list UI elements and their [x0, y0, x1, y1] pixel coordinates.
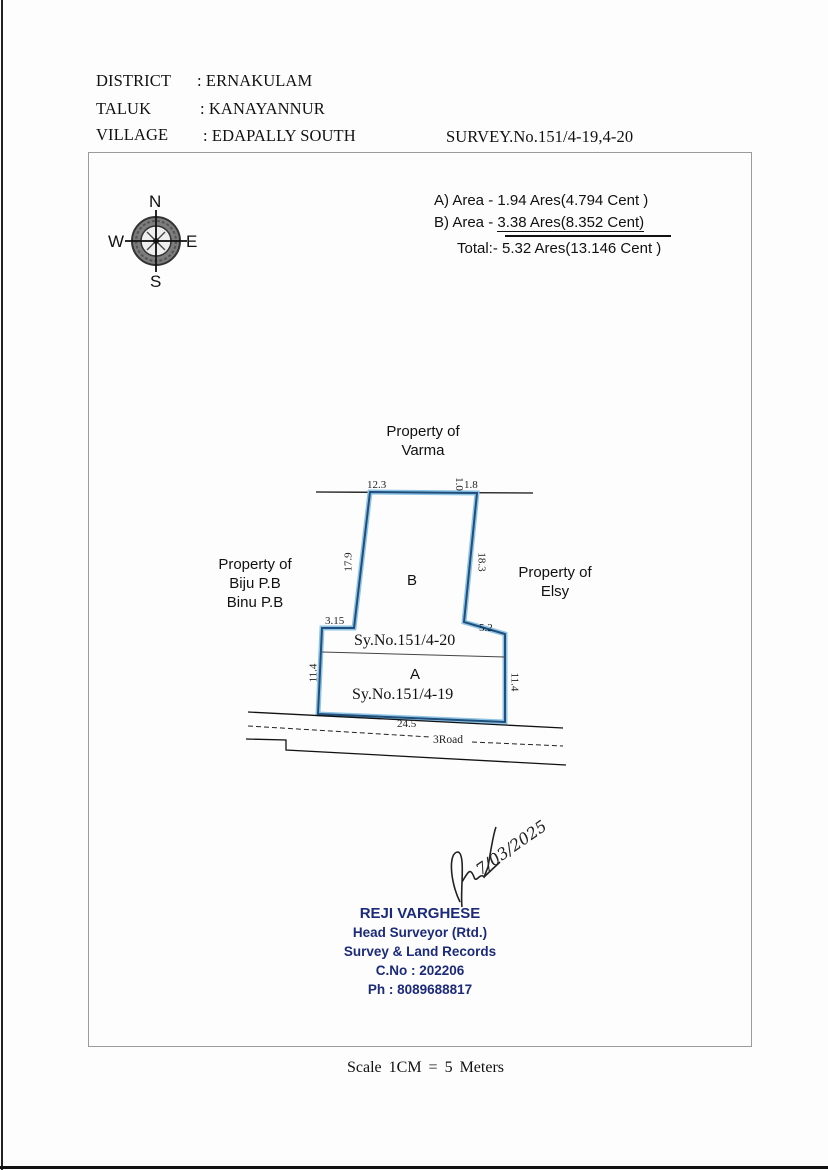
area-total: Total:- 5.32 Ares(13.146 Cent ) [457, 240, 662, 257]
village-label: VILLAGE [96, 125, 169, 144]
surveyor-title: Head Surveyor (Rtd.) [352, 925, 488, 940]
surveyor-phone: Ph : 8089688817 [367, 982, 473, 997]
dim-right-a: 11.4 [508, 672, 521, 692]
dim-right-b: 18.3 [475, 552, 488, 572]
neighbour-north-line1: Property of [386, 423, 460, 440]
neighbour-west-line3: Binu P.B [226, 594, 284, 611]
scale-note: Scale 1CM = 5 Meters [347, 1059, 504, 1076]
dim-top-right: 1.8 [464, 479, 478, 491]
village-value: : EDAPALLY SOUTH [203, 126, 356, 145]
road-label: 3Road [433, 734, 464, 746]
survey-number: SURVEY.No.151/4-19,4-20 [446, 127, 634, 146]
neighbour-west-line2: Biju P.B [229, 575, 281, 592]
plot-b-label: B [407, 572, 418, 589]
dim-top-gap: 1.0 [452, 477, 465, 491]
surveyor-block [320, 904, 520, 999]
area-a: A) Area - 1.94 Ares(4.794 Cent ) [434, 192, 649, 209]
surveyor-cno: C.No : 202206 [375, 963, 465, 978]
taluk-value: : KANAYANNUR [200, 99, 325, 118]
compass-south: S [150, 272, 162, 291]
neighbour-west-line1: Property of [218, 556, 292, 573]
plot-b-survey: Sy.No.151/4-20 [354, 632, 456, 649]
dim-top-b: 12.3 [367, 479, 387, 491]
compass-east: E [186, 232, 198, 251]
compass-west: W [108, 232, 125, 251]
plot-a-survey: Sy.No.151/4-19 [352, 686, 454, 703]
area-b-value: 3.38 Ares(8.352 Cent) [497, 214, 645, 231]
neighbour-east-line1: Property of [518, 564, 592, 581]
area-b-prefix: B) Area - [434, 214, 498, 231]
surveyor-name: REJI VARGHESE [359, 905, 481, 922]
neighbour-north-line2: Varma [401, 442, 445, 459]
district-label: DISTRICT [96, 71, 172, 90]
surveyor-dept: Survey & Land Records [343, 944, 497, 959]
dim-left-a: 11.4 [307, 663, 320, 683]
neighbour-east-line2: Elsy [540, 583, 570, 600]
signature-date: 7/03/2025 [472, 816, 551, 879]
compass-north: N [149, 192, 162, 211]
dim-left-b: 17.9 [342, 552, 355, 572]
district-value: : ERNAKULAM [197, 71, 313, 90]
dim-step-right: 5.2 [479, 622, 493, 634]
plot-a-label: A [410, 666, 421, 683]
dim-bottom: 24.5 [397, 718, 417, 730]
dim-step-left: 3.15 [325, 615, 345, 627]
taluk-label: TALUK [96, 99, 152, 118]
